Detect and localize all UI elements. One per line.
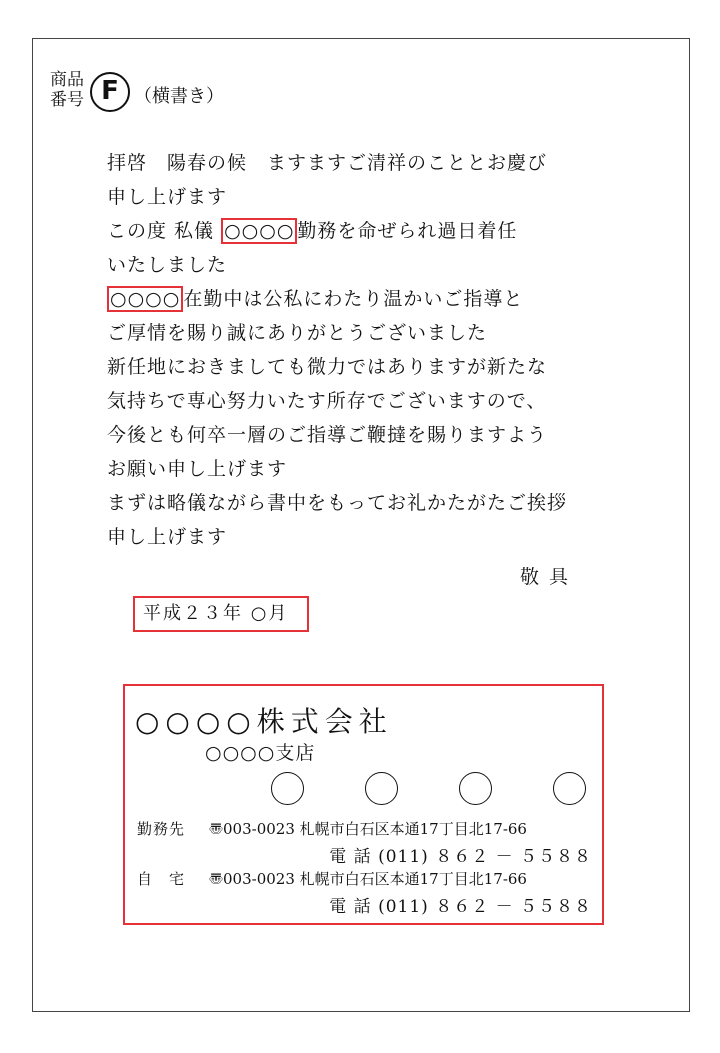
- postal-mark-icon: 〠: [209, 822, 223, 838]
- name-placeholder-4: [553, 772, 586, 805]
- name-placeholder-3: [459, 772, 492, 805]
- letter-line-3: [107, 214, 627, 248]
- home-label: 自 宅: [137, 870, 186, 888]
- product-label-line2: 番号: [50, 90, 84, 110]
- work-address-row: [137, 818, 527, 839]
- letter-line-6: ご厚情を賜り誠にありがとうございました: [107, 322, 488, 344]
- date-field: 平成２３年 ○月: [133, 596, 309, 632]
- letter-line-5-after: 在勤中は公私にわたり温かいご指導と: [183, 288, 524, 310]
- name-placeholder-1: [271, 772, 304, 805]
- letter-line-3-before: この度 私儀: [107, 220, 222, 242]
- letter-line-10: お願い申し上げます: [107, 458, 288, 480]
- work-phone: 電 話 (011) ８６２ － ５５８８: [329, 847, 592, 867]
- letter-line-8: 気持ちで専心努力いたす所存でございますので、: [107, 390, 547, 412]
- work-address: 003-0023 札幌市白石区本通17丁目北17-66: [223, 820, 527, 838]
- signature-block: [123, 684, 604, 925]
- letter-line-2: 申し上げます: [107, 186, 228, 208]
- letter-line-1: 拝啓 陽春の候 ますますご清祥のこととお慶び: [107, 152, 548, 174]
- letter-body: [107, 146, 627, 554]
- product-code-note: （横書き）: [134, 86, 224, 107]
- home-phone: 電 話 (011) ８６２ － ５５８８: [329, 897, 592, 917]
- letter-line-7: 新任地におきましても微力ではありますが新たな: [107, 356, 548, 378]
- closing-word: 敬具: [520, 566, 579, 588]
- home-address-row: [137, 868, 527, 889]
- postal-mark-icon: 〠: [209, 872, 223, 888]
- home-address: 003-0023 札幌市白石区本通17丁目北17-66: [223, 870, 527, 888]
- branch-name: ○○○○支店: [205, 742, 316, 764]
- product-code-badge: F: [90, 72, 130, 112]
- product-code-label: [50, 70, 90, 110]
- placeholder-new-post: ○○○○: [221, 218, 297, 244]
- letter-line-5: [107, 282, 627, 316]
- letter-line-11: まずは略儀ながら書中をもってお礼かたがたご挨拶: [107, 492, 568, 514]
- work-label: 勤務先: [137, 820, 186, 838]
- letter-line-4: いたしました: [107, 254, 228, 276]
- letter-line-9: 今後とも何卒一層のご指導ご鞭撻を賜りますよう: [107, 424, 548, 446]
- name-placeholder-2: [365, 772, 398, 805]
- company-name: ○○○○株式会社: [135, 705, 393, 738]
- placeholder-previous-post: ○○○○: [107, 286, 183, 312]
- letter-line-3-after: 勤務を命ぜられ過日着任: [297, 220, 518, 242]
- letter-line-12: 申し上げます: [107, 526, 228, 548]
- product-label-line1: 商品: [50, 70, 84, 90]
